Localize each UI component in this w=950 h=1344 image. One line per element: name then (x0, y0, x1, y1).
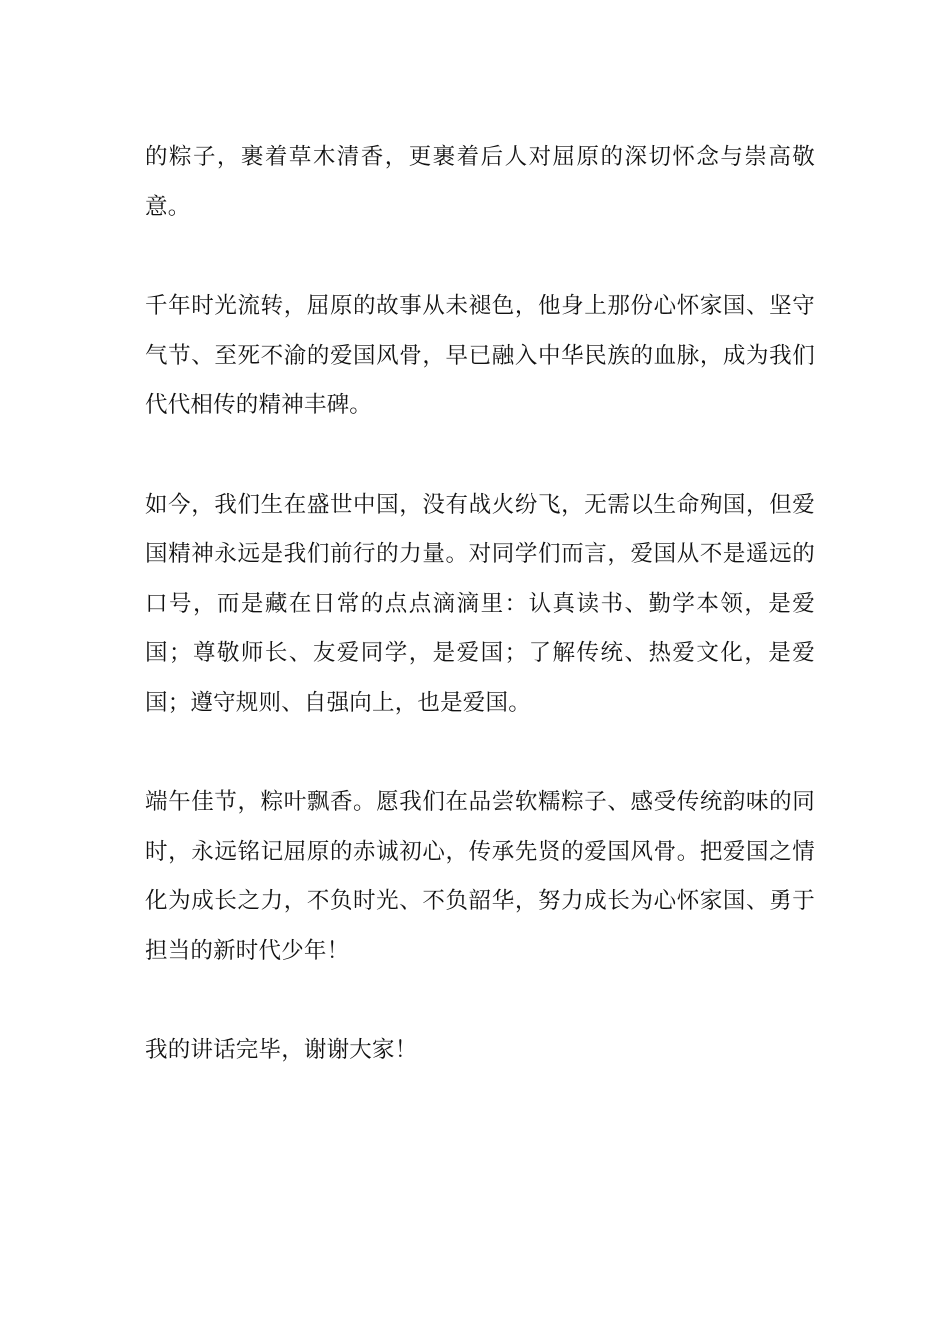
paragraph-qu-yuan-legacy: 千年时光流转，屈原的故事从未褪色，他身上那份心怀家国、坚守气节、至死不渝的爱国风骨，早已融入中华民族的血脉，成为我们代代相传的精神丰碑。 (145, 293, 815, 418)
paragraph-closing: 我的讲话完毕，谢谢大家！ (145, 1037, 418, 1063)
paragraph-patriotism-today: 如今，我们生在盛世中国，没有战火纷飞，无需以生命殉国，但爱国精神永远是我们前行的力量。对同学们而言，爱国从不是遥远的口号，而是藏在日常的点点滴滴里：认真读书、勤学本领，是爱国；尊敬师长、友爱同学，是爱国；了解传统、热爱文化，是爱国；遵守规则、自强向上，也是爱国。 (145, 491, 815, 716)
paragraph-dragon-boat-wishes: 端午佳节，粽叶飘香。愿我们在品尝软糯粽子、感受传统韵味的同时，永远铭记屈原的赤诚初心，传承先贤的爱国风骨。把爱国之情化为成长之力，不负时光、不负韶华，努力成长为心怀家国、勇于担当的新时代少年！ (145, 789, 815, 964)
paragraph-continued: 的粽子，裹着草木清香，更裹着后人对屈原的深切怀念与崇高敬意。 (145, 144, 815, 220)
speech-body (145, 133, 815, 1076)
